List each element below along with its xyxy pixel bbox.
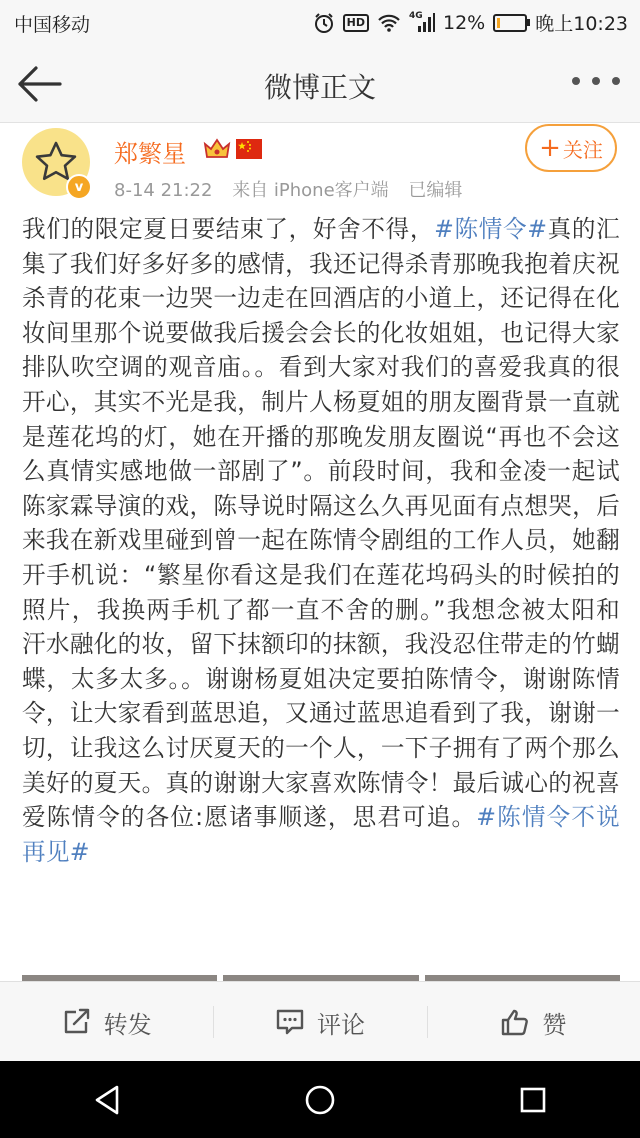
topic-link[interactable]: #陈情令不说再见#	[22, 803, 620, 866]
network-type: 4G	[409, 10, 423, 21]
repost-button[interactable]	[0, 982, 213, 1062]
crown-icon	[202, 136, 232, 164]
triangle-back-icon	[92, 1084, 122, 1116]
signal-icon	[409, 10, 435, 33]
thumbs-up-icon	[500, 1008, 530, 1036]
square-recents-icon	[518, 1085, 548, 1115]
repost-icon	[62, 1008, 92, 1036]
post-body	[22, 212, 620, 869]
circle-home-icon	[303, 1083, 337, 1117]
page-title: 微博正文	[263, 71, 376, 104]
battery-percent: 12%	[443, 11, 486, 34]
post-meta	[114, 176, 476, 202]
comment-label: 评论	[316, 1010, 365, 1039]
wifi-icon	[377, 13, 401, 33]
hd-icon: HD	[343, 14, 369, 32]
repost-label: 转发	[103, 1010, 152, 1039]
status-icons	[313, 9, 628, 36]
china-flag-icon	[236, 139, 262, 163]
plus-icon: +	[539, 133, 561, 163]
comment-button[interactable]	[213, 982, 426, 1062]
like-button[interactable]	[427, 982, 640, 1062]
nav-bar	[0, 44, 640, 123]
more-button[interactable]	[568, 66, 624, 96]
post-text: 真的汇集了我们好多好多的感情，我还记得杀青那晚我抱着庆祝杀青的花束一边哭一边走在回酒店的小道上，还记得在化妆间里那个说要做我后援会会长的化妆姐姐，也记得大家排队吹空调的观音庙。。看到大家对我们的喜爱我真的很开心，其实不光是我，制片人杨夏姐的朋友圈背景一直就是莲花坞的灯，她在开播的那晚发朋友圈说“再也不会这么真情实感地做一部剧了”。前段时间，我和金凌一起试陈家霖导演的戏，陈导说时隔这么久再见面有点想哭，后来我在新戏里碰到曾一起在陈情令剧组的工作人员，她翻开手机说：“繁星你看这是我们在莲花坞码头的时候拍的照片，我换两手机了都一直不舍的删。”我想念被太阳和汗水融化的妆，留下抹额印的抹额，我没忍住带走的竹蝴蝶，太多太多。。谢谢杨夏姐决定要拍陈情令，谢谢陈情令，让大家看到蓝思追，又通过蓝思追看到了我，谢谢一切，让我这么讨厌夏天的一个人，一下子拥有了两个那么美好的夏天。真的谢谢大家喜欢陈情令！最后诚心的祝喜爱陈情令的各位:愿诸事顺遂，思君可追。	[22, 215, 620, 832]
carrier-name: 中国移动	[14, 14, 91, 36]
post-source: 来自 iPhone客户端	[232, 180, 389, 201]
post-text: 我们的限定夏日要结束了，好舍不得，	[22, 215, 435, 243]
action-toolbar	[0, 981, 640, 1062]
topic-link[interactable]: #陈情令#	[434, 215, 548, 243]
comment-icon	[275, 1008, 305, 1036]
post-date: 8-14 21:22	[114, 180, 213, 201]
system-back-button[interactable]	[77, 1070, 137, 1130]
more-dots-icon	[568, 66, 624, 96]
like-label: 赞	[542, 1010, 567, 1039]
verified-badge: v	[66, 174, 92, 200]
system-home-button[interactable]	[290, 1070, 350, 1130]
system-recents-button[interactable]	[503, 1070, 563, 1130]
alarm-icon	[313, 12, 335, 34]
edited-label[interactable]: 已编辑	[408, 180, 463, 201]
system-nav-bar	[0, 1061, 640, 1138]
clock: 晚上10:23	[535, 13, 628, 35]
follow-button[interactable]	[525, 124, 617, 172]
follow-label: 关注	[562, 137, 603, 162]
battery-icon	[493, 14, 527, 32]
username[interactable]: 郑繁星	[114, 140, 186, 168]
status-bar	[0, 0, 640, 44]
